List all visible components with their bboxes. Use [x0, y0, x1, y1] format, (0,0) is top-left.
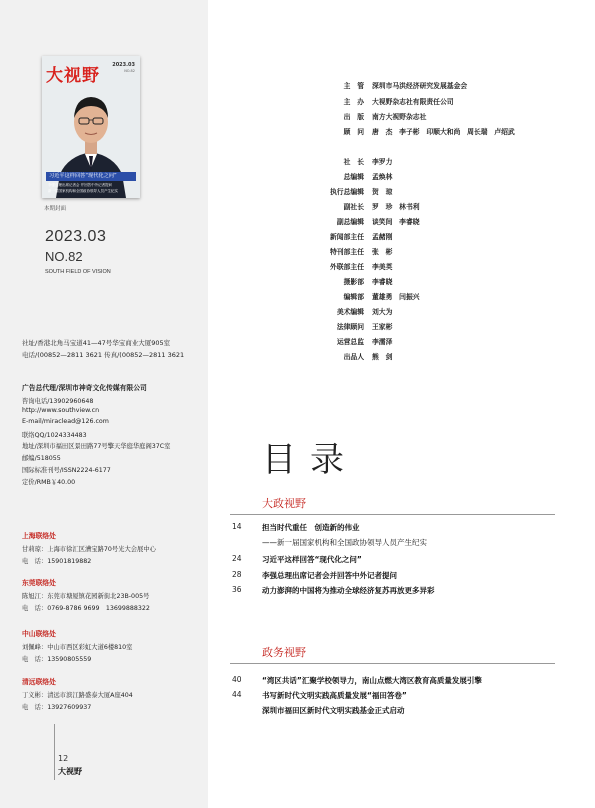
cover-image: [42, 56, 140, 198]
staff-value: 谈笑间 李睿晓: [372, 218, 420, 226]
issue-date: 2023.03: [45, 228, 107, 245]
toc-entry-page: 40: [232, 675, 242, 684]
advertising-line: 联络QQ/1024334483: [22, 432, 87, 439]
liaison-line: 甘莉琼：上海市徐汇区漕宝路70号光大会展中心: [22, 546, 156, 553]
masthead-label: 顾 问: [343, 128, 364, 136]
staff-label: 法律顾问: [336, 323, 364, 331]
masthead-value: 深圳市马洪经济研究发展基金会: [372, 82, 468, 90]
cover-banner: 习近平这样回答“现代化之问”: [46, 172, 136, 181]
liaison-title: 上海联络处: [22, 532, 56, 540]
cover-issue: 2023.03: [112, 62, 135, 68]
staff-value: 贺 琼: [372, 188, 393, 196]
advertising-line: http://www.southview.cn: [22, 407, 100, 414]
masthead-value: 南方大视野杂志社: [372, 113, 427, 121]
liaison-line: 陈旭江：东莞市塘厦镇花园新街北23B-005号: [22, 593, 150, 600]
masthead-label: 主 管: [343, 82, 364, 90]
advertising-agent: 广告总代理/深圳市神奇文化传媒有限公司: [22, 384, 147, 392]
staff-value: 董雄勇 闫振兴: [372, 293, 420, 301]
staff-value: 刘大为: [372, 308, 393, 316]
staff-label: 副总编辑: [336, 218, 364, 226]
toc-entry-page: 36: [232, 585, 242, 594]
staff-label: 出品人: [343, 353, 364, 361]
cover-caption: 本期封面: [44, 206, 67, 212]
staff-value: 李濡泽: [372, 338, 393, 346]
staff-label: 新闻部主任: [330, 233, 364, 241]
toc-entry-page: 28: [232, 570, 242, 579]
cover-line: 李强总理出席记者会 并回答中外记者提问: [48, 183, 113, 187]
masthead-label: 主 办: [343, 98, 364, 106]
cover-logo: 大视野: [46, 66, 100, 86]
issue-english-name: SOUTH FIELD OF VISION: [45, 269, 111, 275]
office-phone: 电话/(00852—2811 3621 传真/(00852—2811 3621: [22, 351, 185, 359]
liaison-title: 中山联络处: [22, 630, 56, 638]
staff-label: 外联部主任: [330, 263, 364, 271]
cover-issue-no: NO.82: [124, 69, 135, 73]
advertising-line: E-mail/miraclead@126.com: [22, 418, 109, 425]
staff-value: 张 彬: [372, 248, 393, 256]
staff-value: 罗 珍 林书利: [372, 203, 420, 211]
liaison-title: 东莞联络处: [22, 579, 56, 587]
section-title: 政务视野: [262, 646, 306, 659]
office-address: 社址/香港北角马宝道41—47号华宝商业大厦905室: [22, 339, 171, 347]
toc-entry-page: 14: [232, 522, 242, 531]
advertising-line: 定价/RMB￥40.00: [22, 479, 76, 486]
toc-entry-page: 24: [232, 554, 242, 563]
staff-label: 副社长: [343, 203, 364, 211]
section-divider: [230, 663, 555, 664]
page-number: 12: [58, 754, 69, 763]
toc-entry-title[interactable]: 书写新时代文明实践高质量发展“福田答卷”: [262, 691, 407, 700]
liaison-line: 电 话：13927609937: [22, 704, 92, 711]
staff-value: 李罗力: [372, 158, 393, 166]
staff-label: 摄影部: [343, 278, 364, 286]
staff-label: 运营总监: [336, 338, 364, 346]
staff-label: 特刊部主任: [330, 248, 364, 256]
liaison-title: 清远联络处: [22, 678, 56, 686]
footer-logo: 大视野: [58, 766, 82, 776]
liaison-line: 电 话：13590805559: [22, 656, 92, 663]
cover-line: 新一届国家机构和全国政协领导人员产生纪实: [48, 189, 118, 193]
footer-divider: [54, 724, 55, 780]
toc-entry-title[interactable]: 习近平这样回答“现代化之问”: [262, 555, 362, 564]
advertising-line: 国际标准刊号/ISSN2224-6177: [22, 467, 111, 474]
staff-value: 李美英: [372, 263, 393, 271]
toc-entry-title[interactable]: 动力澎湃的中国将为推动全球经济复苏再放更多异彩: [262, 586, 435, 595]
toc-entry-title[interactable]: 李强总理出席记者会并回答中外记者提问: [262, 571, 397, 580]
toc-entry-title[interactable]: 深圳市福田区新时代文明实践基金正式启动: [262, 706, 405, 715]
staff-label: 美术编辑: [336, 308, 364, 316]
toc-title: 目录: [262, 440, 358, 480]
staff-label: 社 长: [343, 158, 364, 166]
advertising-line: 咨询电话/13902960648: [22, 398, 94, 405]
toc-entry-subtitle: ——新一届国家机构和全国政协领导人员产生纪实: [262, 538, 427, 547]
liaison-line: 电 话：0769-8786 9699 13699888322: [22, 605, 150, 612]
masthead-value: 唐 杰 李子彬 印顺大和尚 周长瑞 卢绍武: [372, 128, 515, 136]
staff-value: 孟赭刚: [372, 233, 393, 241]
liaison-line: 刘佩峰：中山市西区彩虹大道6楼810室: [22, 644, 133, 651]
section-title: 大政视野: [262, 497, 306, 510]
issue-number: NO.82: [45, 249, 83, 264]
staff-label: 总编辑: [343, 173, 364, 181]
liaison-line: 丁义彬：清远市滨江路盛泰大厦A座404: [22, 692, 133, 699]
toc-entry-title[interactable]: “湾区共话”汇聚学校领导力，南山点燃大湾区教育高质量发展引擎: [262, 676, 482, 685]
liaison-line: 电 话：15901819882: [22, 558, 92, 565]
advertising-line: 邮编/518055: [22, 455, 61, 462]
section-divider: [230, 514, 555, 515]
staff-value: 李睿晓: [372, 278, 393, 286]
staff-label: 执行总编辑: [330, 188, 364, 196]
staff-value: 王家彬: [372, 323, 393, 331]
advertising-line: 地址/深圳市福田区景田路77号擎天华庭华庭阁37C室: [22, 443, 171, 450]
staff-value: 孟焕林: [372, 173, 393, 181]
staff-value: 熊 剑: [372, 353, 393, 361]
masthead-value: 大视野杂志社有限责任公司: [372, 98, 454, 106]
toc-entry-page: 44: [232, 690, 242, 699]
staff-label: 编辑部: [343, 293, 364, 301]
toc-entry-title[interactable]: 担当时代重任 创造新的伟业: [262, 523, 360, 532]
masthead-label: 出 版: [343, 113, 364, 121]
